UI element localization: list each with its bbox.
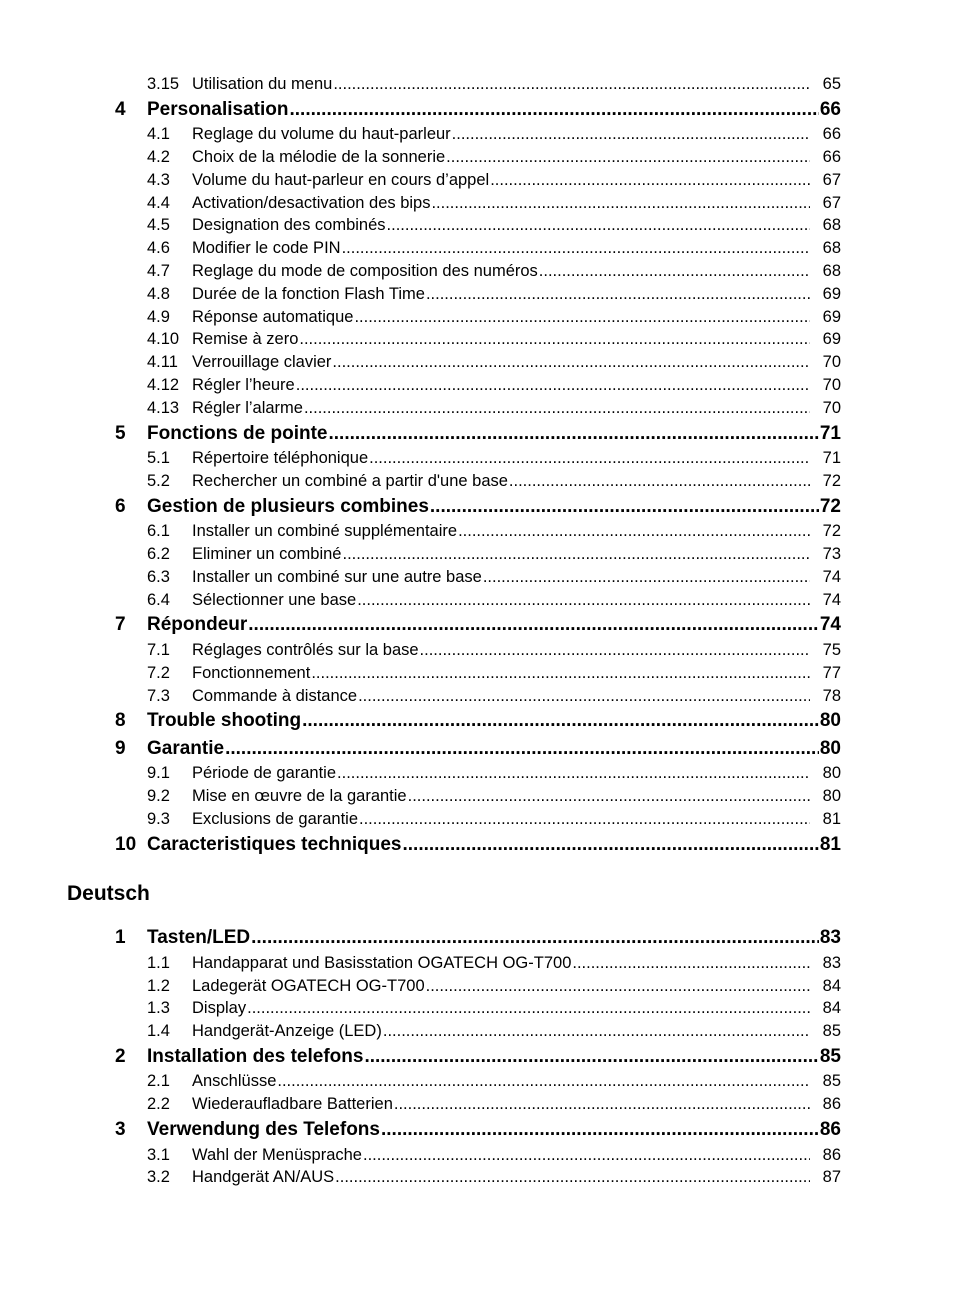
toc-entry-title: Réponse automatique (192, 307, 354, 326)
toc-entry-title: Trouble shooting (147, 710, 302, 732)
toc-entry-title: Personalisation (147, 98, 289, 120)
toc-entry-title: Verwendung des Telefons (147, 1119, 380, 1140)
toc-entry-title: Fonctionnement (192, 663, 311, 682)
dot-leader (431, 192, 810, 215)
toc-entry-title: Répertoire téléphonique (192, 449, 369, 468)
toc-entry-title: Volume du haut-parleur en cours d’appel (192, 170, 490, 189)
toc-entry-leader-line (192, 975, 810, 998)
toc-entry-page: 68 (822, 239, 841, 258)
toc-entry-page: 87 (822, 1168, 841, 1187)
toc-entry-number: 1.4 (147, 1022, 170, 1041)
toc-entry-leader-line (192, 762, 810, 785)
toc-entry-leader-line (147, 1043, 841, 1071)
toc-entry-page: 70 (822, 376, 841, 395)
toc-chapter-entry (0, 735, 954, 763)
toc-entry-leader-line (192, 1020, 810, 1043)
toc-section-entry (0, 589, 954, 612)
toc-entry-page: 83 (822, 953, 841, 972)
toc-entry-page: 72 (819, 495, 841, 517)
dot-leader (364, 1043, 818, 1071)
toc-entry-leader-line (192, 169, 810, 192)
dot-leader (277, 1070, 810, 1093)
toc-entry-leader-line (147, 611, 841, 639)
toc-section-entry (0, 520, 954, 543)
dot-leader (426, 283, 810, 306)
toc-chapter-entry (0, 420, 954, 448)
toc-entry-page: 85 (822, 1072, 841, 1091)
dot-leader (490, 169, 810, 192)
toc-entry-number: 4.11 (147, 353, 178, 372)
toc-entry-title: Reglage du mode de composition des numéros (192, 262, 538, 281)
toc-entry-title: Mise en œuvre de la garantie (192, 787, 407, 806)
dot-leader (357, 589, 810, 612)
toc-section-entry (0, 237, 954, 260)
toc-section-entry (0, 260, 954, 283)
toc-entry-number: 9 (115, 737, 126, 759)
toc-chapter-entry (0, 707, 954, 735)
toc-entry-page: 67 (822, 170, 841, 189)
toc-entry-number: 2.2 (147, 1095, 170, 1114)
toc-chapter-entry (0, 924, 954, 952)
toc-entry-page: 85 (819, 1045, 841, 1067)
toc-entry-title: Durée de la fonction Flash Time (192, 284, 425, 303)
toc-entry-page: 73 (822, 545, 841, 564)
language-heading (0, 858, 954, 924)
dot-leader (337, 762, 810, 785)
toc-entry-number: 4.9 (147, 307, 170, 326)
toc-entry-title: Sélectionner une base (192, 590, 357, 609)
toc-entry-leader-line (192, 1166, 810, 1189)
toc-section-entry (0, 639, 954, 662)
toc-chapter-entry (0, 1043, 954, 1071)
toc-entry-number: 1.1 (147, 953, 170, 972)
dot-leader (333, 73, 810, 96)
toc-entry-title: Réglages contrôlés sur la base (192, 640, 419, 659)
dot-leader (311, 662, 810, 685)
toc-section-entry (0, 1093, 954, 1116)
toc-entry-leader-line (192, 952, 810, 975)
toc-entry-leader-line (147, 831, 841, 859)
toc-entry-number: 3.15 (147, 75, 180, 93)
dot-leader (426, 975, 810, 998)
toc-entry-number: 6.1 (147, 522, 170, 541)
toc-entry-leader-line (147, 924, 841, 952)
toc-entry-title: Handapparat und Basisstation OGATECH OG-T700 (192, 953, 572, 972)
toc-section-entry (0, 328, 954, 351)
dot-leader (446, 146, 810, 169)
dot-leader (402, 831, 818, 859)
toc-entry-leader-line (192, 447, 810, 470)
toc-entry-page: 74 (822, 590, 841, 609)
toc-entry-title: Garantie (147, 737, 225, 759)
toc-entry-title: Ladegerät OGATECH OG-T700 (192, 976, 425, 995)
toc-entry-title: Wiederaufladbare Batterien (192, 1095, 393, 1114)
toc-entry-leader-line (192, 1093, 810, 1116)
toc-entry-page: 75 (822, 640, 841, 659)
toc-entry-title: Eliminer un combiné (192, 545, 342, 564)
toc-entry-leader-line (192, 997, 810, 1020)
toc-section-entry (0, 306, 954, 329)
toc-entry-page: 70 (822, 398, 841, 417)
dot-leader (369, 447, 810, 470)
toc-section-entry (0, 192, 954, 215)
toc-section-entry (0, 169, 954, 192)
toc-entry-page: 86 (819, 1119, 841, 1140)
toc-entry-number: 9.2 (147, 787, 170, 806)
dot-leader (408, 785, 810, 808)
toc-entry-number: 4.6 (147, 239, 170, 258)
toc-entry-leader-line (192, 214, 810, 237)
toc-entry-number: 1 (115, 927, 126, 949)
toc-section-entry (0, 1020, 954, 1043)
toc-entry-leader-line (192, 351, 810, 374)
toc-entry-title: Tasten/LED (147, 927, 251, 949)
toc-entry-page: 69 (822, 330, 841, 349)
toc-entry-number: 7.2 (147, 663, 170, 682)
toc-section-entry (0, 566, 954, 589)
toc-section-entry (0, 975, 954, 998)
toc-entry-leader-line (192, 73, 810, 96)
toc-section-entry (0, 123, 954, 146)
toc-entry-title: Commande à distance (192, 686, 358, 705)
toc-entry-number: 4.1 (147, 125, 170, 144)
toc-entry-leader-line (192, 192, 810, 215)
toc-entry-title: Activation/desactivation des bips (192, 193, 431, 212)
toc-section-entry (0, 1144, 954, 1167)
dot-leader (359, 808, 810, 831)
toc-chapter-entry (0, 493, 954, 521)
toc-entry-page: 74 (822, 567, 841, 586)
toc-entry-leader-line (192, 1144, 810, 1167)
toc-entry-number: 4.2 (147, 148, 170, 167)
toc-entry-leader-line (192, 374, 810, 397)
toc-entry-page: 71 (822, 449, 841, 468)
toc-entry-page: 81 (819, 833, 841, 855)
toc-entry-leader-line (192, 470, 810, 493)
toc-entry-title: Régler l’alarme (192, 398, 303, 417)
dot-leader (458, 520, 810, 543)
toc-section-entry (0, 397, 954, 420)
toc-entry-page: 66 (822, 148, 841, 167)
dot-leader (420, 639, 810, 662)
toc-entry-page: 83 (819, 927, 841, 949)
dot-leader (342, 543, 810, 566)
toc-entry-leader-line (192, 328, 810, 351)
toc-section-entry (0, 283, 954, 306)
toc-entry-number: 10 (115, 833, 137, 855)
toc-entry-number: 3.2 (147, 1168, 170, 1187)
toc-entry-leader-line (192, 639, 810, 662)
toc-entry-title: Designation des combinés (192, 216, 386, 235)
toc-entry-title: Gestion de plusieurs combines (147, 495, 429, 517)
toc-section-entry (0, 662, 954, 685)
toc-section-entry (0, 952, 954, 975)
language-heading-label: Deutsch (67, 882, 150, 906)
toc-entry-page: 68 (822, 262, 841, 281)
dot-leader (247, 997, 810, 1020)
dot-leader (335, 1166, 810, 1189)
toc-entry-page: 69 (822, 307, 841, 326)
toc-entry-title: Display (192, 999, 247, 1018)
toc-chapter-entry (0, 611, 954, 639)
toc-entry-title: Fonctions de pointe (147, 422, 328, 444)
toc-entry-number: 4.4 (147, 193, 170, 212)
toc-entry-leader-line (192, 237, 810, 260)
toc-entry-page: 80 (819, 710, 841, 732)
toc-entry-leader-line (147, 707, 841, 735)
toc-entry-number: 5.2 (147, 471, 170, 490)
toc-entry-leader-line (147, 735, 841, 763)
toc-section-entry (0, 214, 954, 237)
toc-entry-leader-line (192, 306, 810, 329)
toc-entry-page: 66 (819, 98, 841, 120)
toc-section-entry (0, 470, 954, 493)
toc-entry-page: 72 (822, 471, 841, 490)
dot-leader (304, 397, 810, 420)
toc-entry-title: Installation des telefons (147, 1045, 364, 1067)
toc-entry-number: 1.3 (147, 999, 170, 1018)
toc-section-entry (0, 762, 954, 785)
dot-leader (225, 735, 819, 763)
toc-entry-leader-line (192, 589, 810, 612)
dot-leader (296, 374, 810, 397)
dot-leader (394, 1093, 810, 1116)
dot-leader (358, 685, 810, 708)
toc-entry-title: Caracteristiques techniques (147, 833, 402, 855)
toc-section-entry (0, 351, 954, 374)
toc-entry-number: 4 (115, 98, 126, 120)
toc-entry-page: 66 (822, 125, 841, 144)
toc-entry-title: Installer un combiné sur une autre base (192, 567, 482, 586)
toc-entry-title: Rechercher un combiné a partir d'une base (192, 471, 508, 490)
toc-entry-title: Handgerät-Anzeige (LED) (192, 1022, 382, 1041)
toc-entry-number: 7.1 (147, 640, 170, 659)
dot-leader (452, 123, 810, 146)
toc-entry-number: 6 (115, 495, 126, 517)
toc-section-entry (0, 374, 954, 397)
toc-entry-leader-line (147, 420, 841, 448)
dot-leader (539, 260, 810, 283)
toc-section-entry (0, 146, 954, 169)
toc-entry-page: 74 (819, 614, 841, 636)
toc-entry-page: 67 (822, 193, 841, 212)
toc-entry-number: 4.12 (147, 376, 180, 395)
toc-entry-page: 77 (822, 663, 841, 682)
dot-leader (509, 470, 810, 493)
dot-leader (483, 566, 810, 589)
toc-entry-title: Utilisation du menu (192, 75, 333, 93)
toc-entry-number: 7.3 (147, 686, 170, 705)
dot-leader (299, 328, 810, 351)
toc-entry-leader-line (192, 566, 810, 589)
toc-entry-page: 86 (822, 1095, 841, 1114)
toc-entry-page: 84 (822, 976, 841, 995)
toc-entry-title: Exclusions de garantie (192, 809, 359, 828)
toc-entry-leader-line (192, 662, 810, 685)
dot-leader (381, 1116, 819, 1144)
toc-entry-number: 6.3 (147, 567, 170, 586)
toc-entry-leader-line (192, 685, 810, 708)
toc-section-entry (0, 73, 954, 96)
toc-entry-title: Installer un combiné supplémentaire (192, 522, 458, 541)
toc-chapter-entry (0, 96, 954, 124)
toc-entry-leader-line (147, 1116, 841, 1144)
dot-leader (248, 611, 819, 639)
toc-entry-title: Handgerät AN/AUS (192, 1168, 335, 1187)
toc-entry-number: 4.10 (147, 330, 180, 349)
toc-entry-page: 71 (819, 422, 841, 444)
toc-entry-leader-line (192, 123, 810, 146)
toc-entry-title: Reglage du volume du haut-parleur (192, 125, 451, 144)
toc-section-entry (0, 543, 954, 566)
toc-entry-page: 80 (822, 764, 841, 783)
toc-entry-leader-line (147, 493, 841, 521)
toc-entry-page: 80 (822, 787, 841, 806)
toc-entry-leader-line (192, 520, 810, 543)
toc-entry-page: 70 (822, 353, 841, 372)
toc-entry-number: 1.2 (147, 976, 170, 995)
toc-entry-number: 2.1 (147, 1072, 170, 1091)
toc-entry-leader-line (192, 808, 810, 831)
toc-entry-number: 6.4 (147, 590, 170, 609)
toc-entry-number: 8 (115, 710, 126, 732)
toc-entry-leader-line (192, 785, 810, 808)
toc-entry-title: Anschlüsse (192, 1072, 277, 1091)
toc-entry-number: 3 (115, 1119, 126, 1140)
toc-entry-number: 9.3 (147, 809, 170, 828)
dot-leader (363, 1144, 810, 1167)
toc-entry-page: 84 (822, 999, 841, 1018)
toc-entry-number: 4.8 (147, 284, 170, 303)
toc-section-entry (0, 685, 954, 708)
dot-leader (430, 493, 819, 521)
toc-entry-leader-line (192, 397, 810, 420)
toc-section-entry (0, 997, 954, 1020)
toc-section-entry (0, 447, 954, 470)
toc-entry-title: Période de garantie (192, 764, 337, 783)
toc-entry-title: Verrouillage clavier (192, 353, 332, 372)
toc-entry-page: 68 (822, 216, 841, 235)
toc-section-entry (0, 785, 954, 808)
dot-leader (342, 237, 810, 260)
dot-leader (383, 1020, 810, 1043)
toc-entry-title: Choix de la mélodie de la sonnerie (192, 148, 446, 167)
toc-entry-number: 4.7 (147, 262, 170, 281)
toc-entry-number: 4.3 (147, 170, 170, 189)
toc-entry-title: Modifier le code PIN (192, 239, 341, 258)
toc-entry-page: 85 (822, 1022, 841, 1041)
dot-leader (290, 96, 819, 124)
toc-entry-number: 4.13 (147, 398, 180, 417)
toc-entry-leader-line (192, 283, 810, 306)
toc-entry-leader-line (192, 260, 810, 283)
dot-leader (302, 707, 819, 735)
toc-entry-leader-line (192, 1070, 810, 1093)
toc-entry-number: 3.1 (147, 1145, 170, 1164)
dot-leader (329, 420, 819, 448)
toc-section-entry (0, 808, 954, 831)
toc-chapter-entry (0, 831, 954, 859)
toc-entry-number: 4.5 (147, 216, 170, 235)
toc-entry-leader-line (192, 543, 810, 566)
dot-leader (354, 306, 810, 329)
toc-entry-page: 80 (819, 737, 841, 759)
toc-entry-page: 65 (822, 75, 841, 93)
toc-entry-page: 86 (822, 1145, 841, 1164)
toc-section-entry (0, 1070, 954, 1093)
dot-leader (387, 214, 810, 237)
toc-entry-number: 2 (115, 1045, 126, 1067)
toc-entry-number: 6.2 (147, 545, 170, 564)
toc-section-entry (0, 1166, 954, 1189)
table-of-contents (0, 73, 954, 1189)
toc-entry-title: Wahl der Menüsprache (192, 1145, 362, 1164)
dot-leader (572, 952, 810, 975)
dot-leader (251, 924, 819, 952)
toc-entry-leader-line (192, 146, 810, 169)
toc-entry-page: 78 (822, 686, 841, 705)
toc-entry-leader-line (147, 96, 841, 124)
dot-leader (332, 351, 810, 374)
toc-entry-number: 9.1 (147, 764, 170, 783)
toc-entry-number: 5.1 (147, 449, 170, 468)
toc-entry-title: Remise à zero (192, 330, 299, 349)
toc-entry-page: 81 (822, 809, 841, 828)
toc-chapter-entry (0, 1116, 954, 1144)
toc-entry-page: 69 (822, 284, 841, 303)
toc-entry-number: 5 (115, 422, 126, 444)
toc-entry-title: Régler l’heure (192, 376, 295, 395)
toc-entry-number: 7 (115, 614, 126, 636)
toc-entry-page: 72 (822, 522, 841, 541)
toc-entry-title: Répondeur (147, 614, 248, 636)
